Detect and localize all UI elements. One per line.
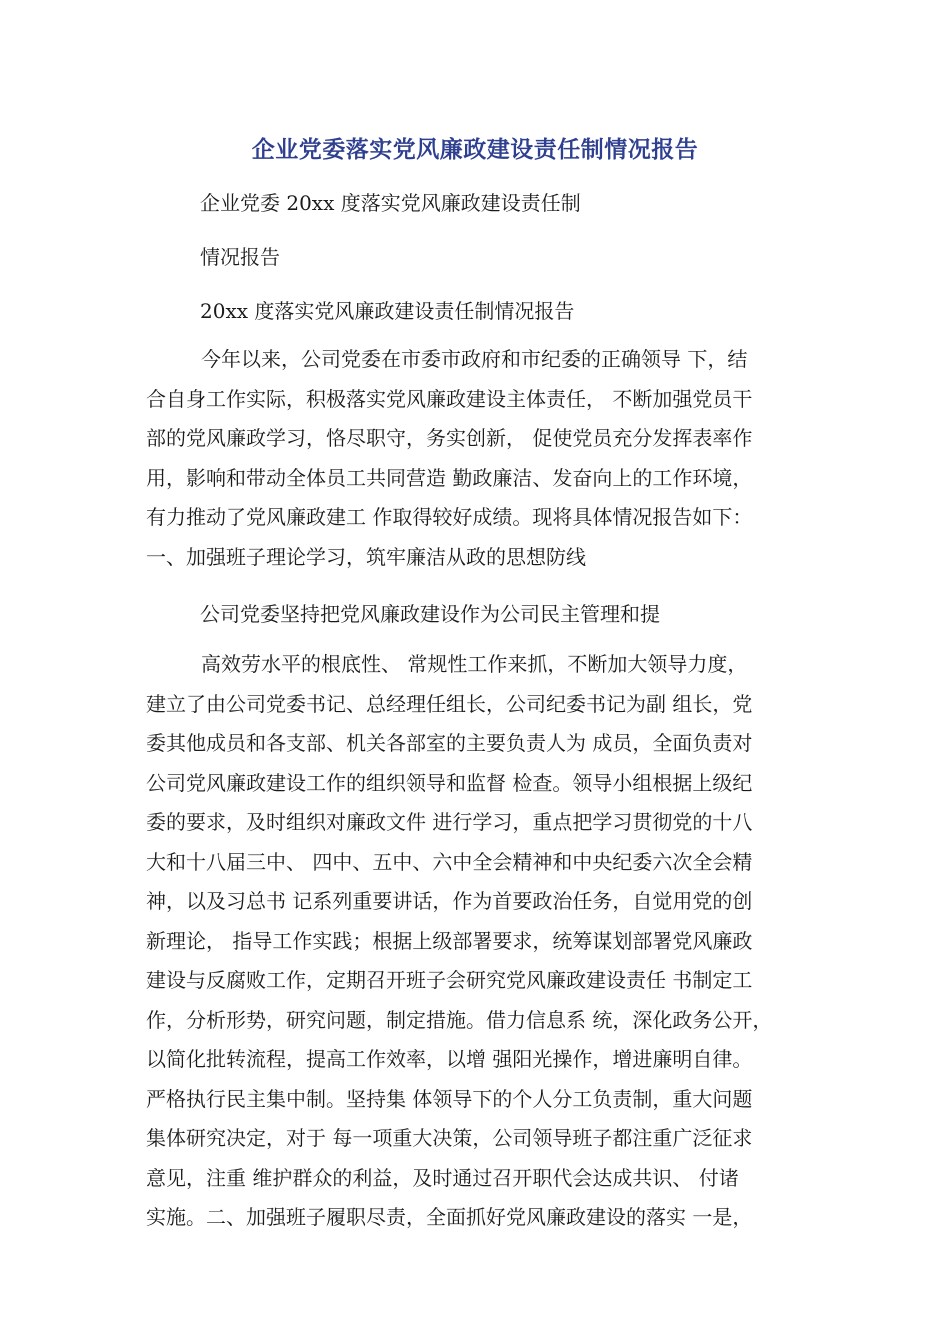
paragraph-line: 意见，注重 维护群众的利益，及时通过召开职代会达成共识、 付诸 bbox=[146, 1165, 739, 1190]
paragraph-line: 建立了由公司党委书记、总经理任组长，公司纪委书记为副 组长，党 bbox=[146, 691, 753, 716]
paragraph-intro bbox=[146, 340, 816, 577]
paragraph-line: 大和十八届三中、 四中、五中、六中全会精神和中央纪委六次全会精 bbox=[146, 849, 753, 874]
section-heading-1: 一、加强班子理论学习，筑牢廉洁从政的思想防线 bbox=[146, 544, 586, 569]
paragraph-line: 建设与反腐败工作，定期召开班子会研究党风廉政建设责任 书制定工 bbox=[146, 968, 753, 992]
paragraph-line: 严格执行民主集中制。坚持集 体领导下的个人分工负责制，重大问题 bbox=[146, 1086, 753, 1111]
paragraph-line-single: 公司党委坚持把党风廉政建设作为公司民主管理和提 bbox=[200, 602, 660, 626]
paragraph-line: 委其他成员和各支部、机关各部室的主要负责人为 成员，全面负责对 bbox=[146, 731, 753, 755]
paragraph-line: 实施。二、加强班子履职尽责，全面抓好党风廉政建设的落实 一是， bbox=[146, 1205, 753, 1229]
subheading-line-2: 情况报告 bbox=[200, 245, 280, 269]
paragraph-line: 作，分析形势，研究问题，制定措施。借力信息系 统，深化政务公开， bbox=[146, 1007, 773, 1032]
paragraph-main bbox=[146, 645, 816, 1238]
paragraph-line: 神，以及习总书 记系列重要讲话，作为首要政治任务，自觉用党的创 bbox=[146, 889, 753, 913]
paragraph-line: 新理论， 指导工作实践；根据上级部署要求，统筹谋划部署党风廉政 bbox=[146, 928, 753, 953]
paragraph-line: 合自身工作实际，积极落实党风廉政建设主体责任， 不断加强党员干 bbox=[146, 386, 753, 411]
paragraph-line: 部的党风廉政学习，恪尽职守，务实创新， 促使党员充分发挥表率作 bbox=[146, 426, 753, 450]
paragraph-line: 高效劳水平的根底性、 常规性工作来抓，不断加大领导力度， bbox=[201, 652, 748, 676]
paragraph-line: 以简化批转流程，提高工作效率，以增 强阳光操作，增进廉明自律。 bbox=[146, 1047, 753, 1071]
paragraph-line: 委的要求，及时组织对廉政文件 进行学习，重点把学习贯彻党的十八 bbox=[146, 810, 753, 834]
subheading-line-3: 20xx 度落实党风廉政建设责任制情况报告 bbox=[200, 299, 575, 323]
paragraph-line: 集体研究决定，对于 每一项重大决策，公司领导班子都注重广泛征求 bbox=[146, 1126, 753, 1150]
paragraph-line: 有力推动了党风廉政建工 作取得较好成绩。现将具体情况报告如下： bbox=[146, 505, 753, 529]
document-title: 企业党委落实党风廉政建设责任制情况报告 bbox=[251, 137, 699, 163]
paragraph-line: 用，影响和带动全体员工共同营造 勤政廉洁、发奋向上的工作环境， bbox=[146, 465, 753, 490]
subheading-line-1: 企业党委 20xx 度落实党风廉政建设责任制 bbox=[200, 191, 581, 215]
paragraph-line: 今年以来，公司党委在市委市政府和市纪委的正确领导 下，结 bbox=[201, 347, 748, 371]
paragraph-line: 公司党风廉政建设工作的组织领导和监督 检查。领导小组根据上级纪 bbox=[146, 770, 753, 795]
